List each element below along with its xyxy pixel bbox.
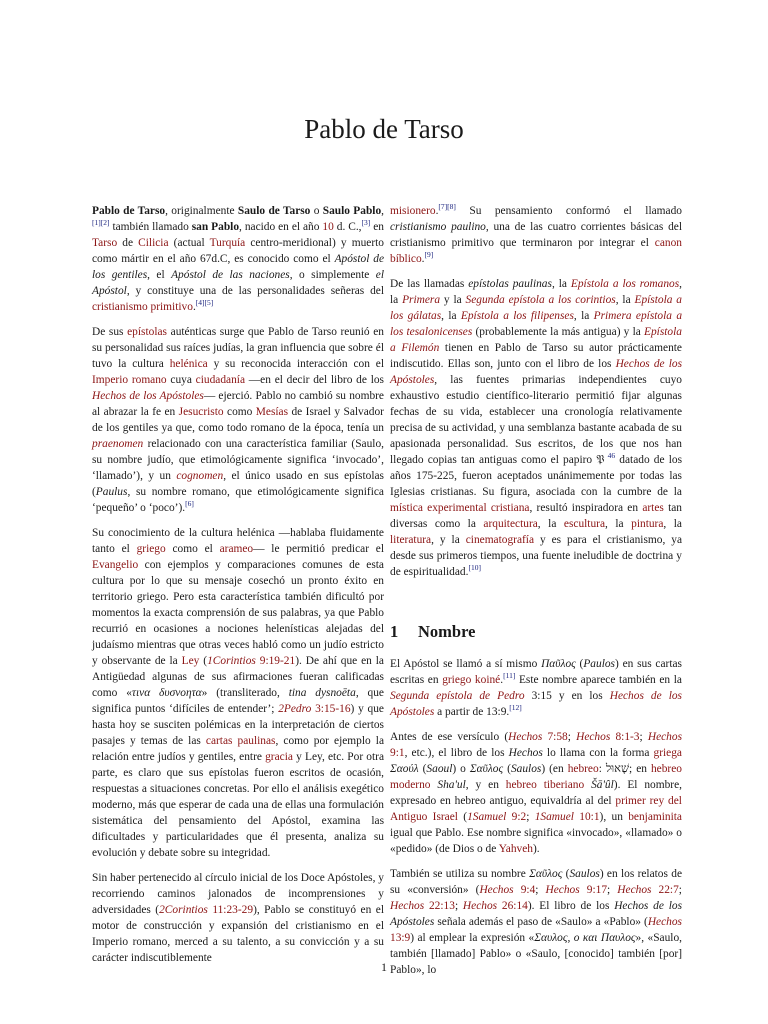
wiki-link[interactable]: cartas paulinas bbox=[205, 735, 276, 747]
wiki-link[interactable]: Segunda epístola a los corintios bbox=[465, 294, 616, 306]
text-run: , que significa puntos ‘difíciles de entender’; bbox=[92, 687, 384, 715]
text-run: Este nombre aparece también en la bbox=[515, 674, 682, 686]
wiki-link[interactable]: arquitectura bbox=[483, 518, 538, 530]
wiki-link[interactable]: Turquía bbox=[209, 237, 246, 249]
wiki-link[interactable]: 8:1-3 bbox=[615, 731, 640, 743]
text-run: Saulo de Tarso bbox=[237, 205, 311, 217]
paragraph bbox=[92, 203, 384, 315]
text-run: , la bbox=[573, 310, 594, 322]
text-run: de Israel y Salvador de los gentiles ya que, como todo romano de la época, tenía un bbox=[92, 406, 384, 434]
text-run: ; bbox=[639, 731, 648, 743]
text-run: , y la bbox=[431, 534, 466, 546]
text-run: también llamado bbox=[109, 221, 192, 233]
text-run: : שָׁאוּל; en bbox=[598, 763, 651, 775]
text-run: — ejerció. Pablo no cambió su nombre al abrazar la fe en bbox=[92, 390, 384, 418]
citation-ref[interactable]: [4][5] bbox=[195, 298, 214, 308]
wiki-link[interactable]: 10:1 bbox=[579, 811, 600, 823]
text-run: De sus bbox=[92, 326, 128, 338]
wiki-link[interactable]: 9:19-21 bbox=[259, 655, 296, 667]
text-run: , resultó inspiradora en bbox=[529, 502, 643, 514]
text-run: , y constituye una de las personalidades señeras del bbox=[126, 285, 384, 297]
wiki-link[interactable]: Hechos bbox=[576, 731, 611, 743]
text-run: en bbox=[370, 221, 384, 233]
wiki-link[interactable]: Hechos bbox=[508, 731, 543, 743]
text-run: », «Saulo, también [llamado] Pablo» o «Saulo, [conocido] también [por] Pablo», lo bbox=[390, 932, 682, 976]
text-run: , una de las cuatro corrientes básicas del cristianismo primitivo que terminaron por integrar el bbox=[390, 221, 682, 249]
nombre-section-body bbox=[390, 656, 682, 978]
wiki-link[interactable]: Yahveh bbox=[498, 843, 534, 855]
text-run: cuya bbox=[166, 374, 196, 386]
text-run: como el bbox=[165, 543, 220, 555]
wiki-link[interactable]: 22:13 bbox=[428, 900, 455, 912]
wiki-link[interactable]: benjaminita bbox=[628, 811, 682, 823]
text-run: Saulos bbox=[510, 763, 542, 775]
text-run: lo llama con la forma bbox=[542, 747, 654, 759]
text-run: Σαούλ bbox=[390, 763, 419, 775]
wiki-link[interactable]: 2Pedro bbox=[278, 703, 312, 715]
wiki-link[interactable]: gracia bbox=[265, 751, 293, 763]
text-run: , el bbox=[147, 269, 172, 281]
wiki-link[interactable]: mística experimental cristiana bbox=[390, 502, 530, 514]
text-run: Παῦλος bbox=[541, 658, 576, 670]
citation-ref[interactable]: [1][2] bbox=[92, 218, 110, 228]
text-run: . bbox=[500, 674, 504, 686]
text-run: ( bbox=[562, 868, 570, 880]
text-run: , bbox=[381, 205, 385, 217]
text-run: , la bbox=[663, 518, 682, 530]
text-run: ). De ahí que en la Antigüedad algunas de sus afirmaciones fueran calificadas como « bbox=[92, 655, 384, 699]
wiki-link[interactable]: praenomen bbox=[92, 438, 144, 450]
text-run: señala además el paso de «Saulo» a «Pablo» ( bbox=[434, 916, 648, 928]
text-run: Sha'ul bbox=[437, 779, 466, 791]
text-run: , la bbox=[615, 294, 635, 306]
wiki-link[interactable]: Hechos bbox=[617, 884, 652, 896]
text-run: ; bbox=[454, 900, 463, 912]
wiki-link[interactable]: Tarso bbox=[92, 237, 118, 249]
text-run: , la bbox=[537, 518, 564, 530]
wiki-link[interactable]: Cilicia bbox=[138, 237, 169, 249]
wiki-link[interactable]: misionero bbox=[390, 205, 436, 217]
text-run: cristianismo paulino bbox=[390, 221, 486, 233]
text-run: Σαυλος, ο και Παυλος bbox=[534, 932, 636, 944]
text-run: como bbox=[223, 406, 256, 418]
wiki-link[interactable]: Segunda epístola de Pedro bbox=[390, 690, 525, 702]
text-run: . bbox=[421, 253, 425, 265]
paragraph bbox=[390, 656, 682, 720]
wiki-link[interactable]: Epístola a Filemón bbox=[390, 326, 682, 354]
text-run: ( bbox=[418, 763, 427, 775]
text-run: y Ley, etc. Por otra parte, es claro que sus epístolas fueron escritos de ocasión, respuestas a situaciones concretas. Por ello el análisis exegético moderno, más que esperar de cada una de ellas una formulación sistemática del pensamiento del Apóstol, examina las dificultades y particularidades que él presenta, analiza su evolución y debate sobre su integridad. bbox=[92, 751, 384, 859]
text-run bbox=[514, 884, 521, 896]
wiki-link[interactable]: artes bbox=[642, 502, 664, 514]
text-run: y su reconocida interacción con el bbox=[207, 358, 384, 370]
wiki-link[interactable]: griega bbox=[653, 747, 682, 759]
text-run: ( bbox=[575, 658, 584, 670]
text-run: , como por ejemplo la relación entre judíos y gentiles, entre bbox=[92, 735, 384, 763]
text-run: o bbox=[310, 205, 323, 217]
wiki-link[interactable]: 2Corintios bbox=[159, 904, 208, 916]
text-run: ) en sus cartas escritas en bbox=[390, 658, 682, 686]
text-run: a partir de 13:9. bbox=[434, 706, 510, 718]
wiki-link[interactable]: Mesías bbox=[255, 406, 289, 418]
wiki-link[interactable]: literatura bbox=[390, 534, 432, 546]
wiki-link[interactable]: Hechos bbox=[462, 900, 498, 912]
text-run: san Pablo bbox=[191, 221, 240, 233]
text-run: — le permitió predicar el bbox=[253, 543, 384, 555]
right-column bbox=[390, 203, 682, 987]
text-run: , la bbox=[390, 278, 683, 306]
text-run: —en el decir del libro de los bbox=[245, 374, 384, 386]
wiki-link[interactable]: 1Samuel bbox=[534, 811, 574, 823]
text-run: de bbox=[117, 237, 139, 249]
text-run: ) en los relatos de su «conversión» ( bbox=[390, 868, 682, 896]
wiki-link[interactable]: 1Samuel bbox=[467, 811, 507, 823]
wiki-link[interactable]: primer rey del Antiguo Israel bbox=[390, 795, 682, 823]
text-run: y es para el cristianismo, ya desde sus primeros tiempos, una fuente ineludible de doctrina y de espiritualidad. bbox=[390, 534, 682, 578]
text-run: , las fuentes primarias independientes cuyo exhaustivo estudio científico-literario permitió fijar algunas fechas de su vida, establecer una cronología relativamente precisa de su actividad, y una semblanza bastante acabada de su apasionada personalidad. Sus escritos, de los que nos han llegado copias tan antiguas como el papiro 𝔓 bbox=[390, 374, 682, 466]
wiki-link[interactable]: Hechos bbox=[545, 884, 580, 896]
left-column bbox=[92, 203, 384, 975]
section-heading bbox=[390, 624, 682, 640]
text-run: Su conocimiento de la cultura helénica —hablaba fluidamente tanto el bbox=[92, 527, 384, 555]
text-run: (actual bbox=[168, 237, 210, 249]
right-intro bbox=[390, 203, 682, 580]
wiki-link[interactable]: Hechos de los Apóstoles bbox=[390, 690, 682, 718]
page-title: Pablo de Tarso bbox=[304, 114, 464, 144]
text-run: auténticas surge que Pablo de Tarso reunió en su personalidad sus raíces judías, la gran influencia que sobre él tuvo la cultura bbox=[92, 326, 385, 370]
citation-ref[interactable]: [3] bbox=[361, 218, 371, 228]
wiki-link[interactable]: 9:4 bbox=[520, 884, 536, 896]
text-run: , su nombre romano, que etimológicamente significa ‘pequeño’ o ‘poco’). bbox=[92, 486, 384, 514]
text-run: ; bbox=[526, 811, 535, 823]
text-run: ). bbox=[533, 843, 540, 855]
text-run: relacionado con una característica familiar (Saulo, su nombre judío, que etimológicamente significa ‘invocado’, ‘llamado’), y un bbox=[92, 438, 384, 482]
text-run: centro-meridional) y muerto como mártir en el año 67d.C, es conocido como el bbox=[92, 237, 384, 265]
text-run bbox=[651, 884, 658, 896]
section-number: 1 bbox=[390, 622, 399, 641]
text-run: , y en bbox=[465, 779, 506, 791]
text-run: Apóstol de las naciones bbox=[171, 269, 290, 281]
text-run: , nacido en el año bbox=[239, 221, 323, 233]
text-run: , la bbox=[551, 278, 571, 290]
text-run: Saulo Pablo bbox=[322, 205, 382, 217]
text-run: ; bbox=[607, 884, 618, 896]
text-run: el Apóstol bbox=[92, 269, 385, 297]
text-run: ). El nombre, expresado en hebreo antiguo, equivaldría al del bbox=[390, 779, 682, 807]
text-run: Hechos bbox=[508, 747, 543, 759]
text-run: , la bbox=[605, 518, 632, 530]
wiki-link[interactable]: escultura bbox=[563, 518, 606, 530]
text-run: ) o bbox=[452, 763, 470, 775]
wiki-link[interactable]: Hechos bbox=[647, 916, 682, 928]
wiki-link[interactable]: arameo bbox=[219, 543, 254, 555]
citation-ref[interactable]: [7][8] bbox=[438, 202, 456, 212]
paragraph bbox=[390, 276, 682, 580]
wiki-link[interactable]: 3:15-16 bbox=[315, 703, 351, 715]
text-run: , etc.), el libro de los bbox=[404, 747, 509, 759]
wiki-link[interactable]: 10 bbox=[322, 221, 334, 233]
citation-ref[interactable]: 46 bbox=[604, 451, 616, 461]
wiki-link[interactable]: 26:14 bbox=[501, 900, 528, 912]
text-run: ), Pablo se constituyó en el motor de construcción y expansión del cristianismo en el Imperio romano, merced a su talento, a su convicción y a su carácter indiscutiblemente bbox=[92, 904, 384, 964]
text-run: tienen en Pablo de Tarso su autor prácticamente indiscutido. Ellas son, junto con el libro de los bbox=[390, 342, 682, 370]
wiki-link[interactable]: 1Corintios bbox=[207, 655, 256, 667]
wiki-link[interactable]: Hechos bbox=[390, 900, 425, 912]
citation-ref[interactable]: [11] bbox=[503, 671, 516, 681]
wiki-link[interactable]: hebreo bbox=[567, 763, 599, 775]
text-run: El Apóstol se llamó a sí mismo bbox=[390, 658, 542, 670]
text-run: De las llamadas bbox=[390, 278, 469, 290]
text-run: Su pensamiento conformó el llamado bbox=[455, 205, 682, 217]
text-run: Apóstol de los gentiles bbox=[92, 253, 385, 281]
text-run: . bbox=[435, 205, 439, 217]
wiki-link[interactable]: ciudadanía bbox=[195, 374, 246, 386]
citation-ref[interactable]: [9] bbox=[424, 250, 434, 260]
text-run: 3:15 y en los bbox=[524, 690, 610, 702]
wiki-link[interactable]: Hechos de los Apóstoles bbox=[390, 358, 683, 386]
wiki-link[interactable]: helénica bbox=[169, 358, 208, 370]
text-run: Pablo de Tarso bbox=[92, 205, 166, 217]
text-run: d. C., bbox=[333, 221, 362, 233]
text-run: epístolas paulinas bbox=[468, 278, 552, 290]
wiki-link[interactable]: Jesucristo bbox=[178, 406, 224, 418]
text-run: Šā'ûl bbox=[591, 779, 614, 791]
text-run: , originalmente bbox=[165, 205, 238, 217]
text-run: τινα δυσνοητα bbox=[131, 687, 202, 699]
text-run: , el único usado en sus epístolas ( bbox=[92, 470, 384, 498]
wiki-link[interactable]: Epístola a los romanos bbox=[570, 278, 680, 290]
text-run: , o simplemente bbox=[289, 269, 376, 281]
wiki-link[interactable]: Hechos bbox=[647, 731, 683, 743]
wiki-link[interactable]: Hechos de los Apóstoles bbox=[92, 390, 204, 402]
wiki-link[interactable]: griego koiné bbox=[442, 674, 501, 686]
wiki-link[interactable]: hebreo tiberiano bbox=[505, 779, 585, 791]
wiki-link[interactable]: cinematografía bbox=[465, 534, 535, 546]
text-run: Paulos bbox=[583, 658, 615, 670]
section-title: Nombre bbox=[418, 622, 476, 641]
text-run: ( bbox=[457, 811, 468, 823]
text-run: (probablemente la más antigua) y la bbox=[472, 326, 645, 338]
paragraph bbox=[92, 324, 384, 516]
text-run: También se utiliza su nombre bbox=[390, 868, 530, 880]
text-run: ) (en bbox=[541, 763, 568, 775]
text-run: Σαῦλος bbox=[529, 868, 563, 880]
text-run: Σαῦλος bbox=[469, 763, 504, 775]
wiki-link[interactable]: Primera bbox=[402, 294, 441, 306]
wiki-link[interactable]: 7:58 bbox=[547, 731, 568, 743]
text-run: . bbox=[192, 301, 196, 313]
text-run: Saoul bbox=[426, 763, 453, 775]
text-run: ; bbox=[678, 884, 682, 896]
text-run: , la bbox=[441, 310, 461, 322]
text-run: Hechos de los Apóstoles bbox=[390, 900, 682, 928]
text-run: ). El libro de los bbox=[527, 900, 615, 912]
wiki-link[interactable]: Imperio romano bbox=[92, 374, 167, 386]
citation-ref[interactable]: [10] bbox=[468, 563, 481, 573]
text-run: tan diversas como la bbox=[390, 502, 682, 530]
wiki-link[interactable]: griego bbox=[136, 543, 166, 555]
page-number: 1 bbox=[381, 960, 387, 974]
text-run: Paulus bbox=[95, 486, 128, 498]
paragraph bbox=[390, 729, 682, 857]
wiki-link[interactable]: 9:17 bbox=[586, 884, 608, 896]
wiki-link[interactable]: cristianismo primitivo bbox=[92, 301, 193, 313]
text-run: igual que Pablo. Ese nombre significa «invocado», «llamado» o «pedido» (de Dios o de bbox=[390, 827, 682, 855]
text-run: ) y que hasta hoy se susciten polémicas en la interpretación de ciertos pasajes y temas de las bbox=[92, 703, 384, 747]
wiki-link[interactable]: 22:7 bbox=[658, 884, 679, 896]
citation-ref[interactable]: [12] bbox=[509, 703, 522, 713]
wiki-link[interactable]: Epístola a los filipenses bbox=[460, 310, 574, 322]
wiki-link[interactable]: 9:2 bbox=[511, 811, 527, 823]
wiki-link[interactable]: cognomen bbox=[176, 470, 224, 482]
wiki-link[interactable]: Epístola a los gálatas bbox=[390, 294, 682, 322]
wiki-link[interactable]: epístolas bbox=[127, 326, 167, 338]
text-run: Saulos bbox=[569, 868, 600, 880]
text-run: ( bbox=[199, 655, 208, 667]
text-run: con ejemplos y comparaciones comunes de esta cultura por lo que su mensaje cosechó un pronto éxito en territorio griego. Pero esta característica también dificultó por momentos la exacta comprensión de sus palabras, ya que Pablo recurrió en ocasiones a nociones helenísticas alejadas del judaísmo mientras que otras veces habló como un judío estricto y observante de la bbox=[92, 559, 384, 667]
wiki-link[interactable]: hebreo moderno bbox=[390, 763, 682, 791]
citation-ref[interactable]: [6] bbox=[185, 499, 194, 509]
wiki-link[interactable]: Ley bbox=[181, 655, 200, 667]
wiki-link[interactable]: Primera epístola a los tesalonicenses bbox=[390, 310, 683, 338]
paragraph bbox=[92, 525, 384, 861]
wiki-link[interactable]: Hechos bbox=[479, 884, 514, 896]
text-run: » (transliterado, bbox=[201, 687, 289, 699]
paragraph bbox=[92, 870, 384, 966]
wiki-link[interactable]: pintura bbox=[631, 518, 664, 530]
text-run: y la bbox=[440, 294, 466, 306]
wiki-link[interactable]: Evangelio bbox=[92, 559, 139, 571]
text-run: ; bbox=[535, 884, 546, 896]
text-run: ( bbox=[503, 763, 511, 775]
text-run: ) al emplear la expresión « bbox=[410, 932, 535, 944]
wiki-link[interactable]: 9:1 bbox=[390, 747, 405, 759]
text-run: Antes de ese versículo ( bbox=[390, 731, 509, 743]
wiki-link[interactable]: 13:9 bbox=[390, 932, 411, 944]
wiki-link[interactable]: 11:23-29 bbox=[212, 904, 254, 916]
text-run: ; bbox=[567, 731, 577, 743]
text-run: datado de los años 175-225, fueron aceptados unánimemente por todas las Iglesias cristianas. Su figura, asociada con la cumbre de la bbox=[390, 454, 683, 498]
text-run: tina dysnoēta bbox=[288, 687, 356, 699]
text-run: Sin haber pertenecido al círculo inicial de los Doce Apóstoles, y recorriendo caminos jalonados de incomprensiones y adversidades ( bbox=[92, 872, 384, 916]
paragraph bbox=[390, 203, 682, 267]
wiki-link[interactable]: canon bíblico bbox=[390, 237, 682, 265]
text-run bbox=[580, 884, 587, 896]
text-run: ), un bbox=[599, 811, 629, 823]
